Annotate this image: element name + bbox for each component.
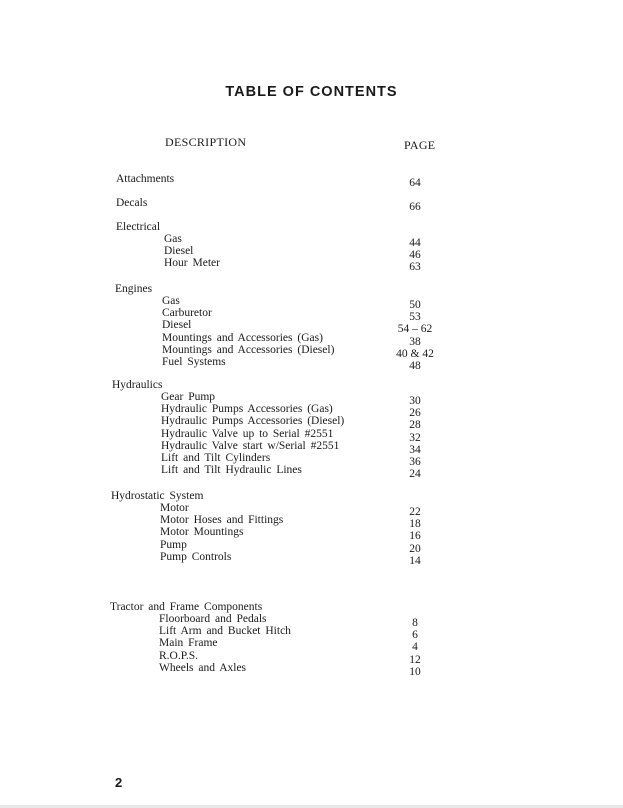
toc-page-number: 40 & 42 [396, 347, 434, 360]
toc-entry-label: Gear Pump [161, 391, 216, 403]
toc-entry-label: Hydraulic Valve start w/Serial #2551 [161, 439, 340, 452]
toc-page-number: 44 [409, 237, 421, 249]
toc-entry-label: Gas [162, 295, 180, 307]
toc-section-heading: Hydraulics [112, 379, 163, 391]
toc-page-number: 28 [409, 419, 421, 432]
toc-section-heading: Decals [116, 197, 148, 209]
toc-section-heading: Electrical [116, 221, 161, 233]
toc-entry-label: Gas [164, 233, 182, 245]
toc-entry-label: Fuel Systems [162, 356, 226, 368]
toc-page-number: 36 [409, 456, 421, 468]
toc-page-number: 20 [409, 542, 421, 555]
page-title: TABLE OF CONTENTS [225, 84, 398, 100]
toc-entry-label: Pump Controls [160, 550, 232, 563]
toc-page-number: 34 [409, 443, 421, 456]
toc-entry-label: Mountings and Accessories (Gas) [162, 331, 323, 344]
toc-entry-label: Motor Mountings [160, 526, 244, 539]
toc-page-number: 10 [409, 665, 421, 678]
toc-page-number: 8 [412, 617, 418, 629]
toc-page-number: 30 [409, 395, 421, 407]
toc-page-number: 46 [409, 249, 421, 262]
toc-page-number: 64 [409, 177, 421, 189]
toc-page-number: 24 [409, 468, 421, 481]
toc-page-number: 53 [409, 311, 421, 324]
toc-page-number: 14 [409, 554, 421, 567]
toc-page-number: 4 [412, 641, 418, 654]
toc-page-number: 54 – 62 [397, 323, 433, 336]
toc-page-number: 63 [409, 261, 421, 274]
toc-section-heading: Hydrostatic System [111, 490, 204, 502]
toc-page-number: 50 [409, 299, 421, 311]
toc-entry-label: Hour Meter [164, 257, 220, 270]
toc-page-number: 6 [412, 629, 418, 642]
toc-entry-label: Motor [160, 502, 189, 514]
toc-page-number: 48 [409, 360, 421, 372]
toc-entry-label: Main Frame [159, 637, 218, 650]
toc-section-heading: Engines [115, 283, 153, 295]
toc-page-number: 66 [409, 201, 421, 213]
toc-entry-label: Diesel [164, 245, 194, 258]
toc-entry-label: Lift and Tilt Hydraulic Lines [161, 464, 302, 477]
toc-entry-label: Mountings and Accessories (Diesel) [162, 343, 335, 356]
toc-page-number: 12 [409, 653, 421, 666]
toc-page-number: 22 [409, 506, 421, 518]
toc-entry-label: Lift Arm and Bucket Hitch [159, 625, 291, 638]
toc-entry-label: Hydraulic Valve up to Serial #2551 [161, 427, 334, 440]
toc-page-number: 26 [409, 407, 421, 420]
toc-page-number: 32 [409, 431, 421, 444]
toc-entry-label: Lift and Tilt Cylinders [161, 452, 271, 464]
page-column-header: PAGE [404, 138, 436, 152]
toc-entry-label: R.O.P.S. [159, 649, 198, 662]
toc-entry-label: Floorboard and Pedals [159, 613, 267, 625]
toc-page-number: 16 [409, 530, 421, 543]
toc-page-number: 18 [409, 518, 421, 531]
toc-entry-label: Hydraulic Pumps Accessories (Gas) [161, 403, 333, 416]
toc-entry-label: Hydraulic Pumps Accessories (Diesel) [161, 415, 345, 428]
toc-entry-label: Pump [160, 538, 187, 551]
toc-section-heading: Attachments [116, 173, 175, 185]
description-column-header: DESCRIPTION [165, 135, 247, 149]
toc-entry-label: Carburetor [162, 307, 212, 320]
toc-section-heading: Tractor and Frame Components [110, 601, 263, 613]
page-number: 2 [115, 775, 123, 790]
toc-entry-label: Motor Hoses and Fittings [160, 514, 284, 527]
toc-entry-label: Diesel [162, 319, 192, 332]
toc-entry-label: Wheels and Axles [159, 661, 247, 674]
toc-page-number: 38 [409, 335, 421, 348]
